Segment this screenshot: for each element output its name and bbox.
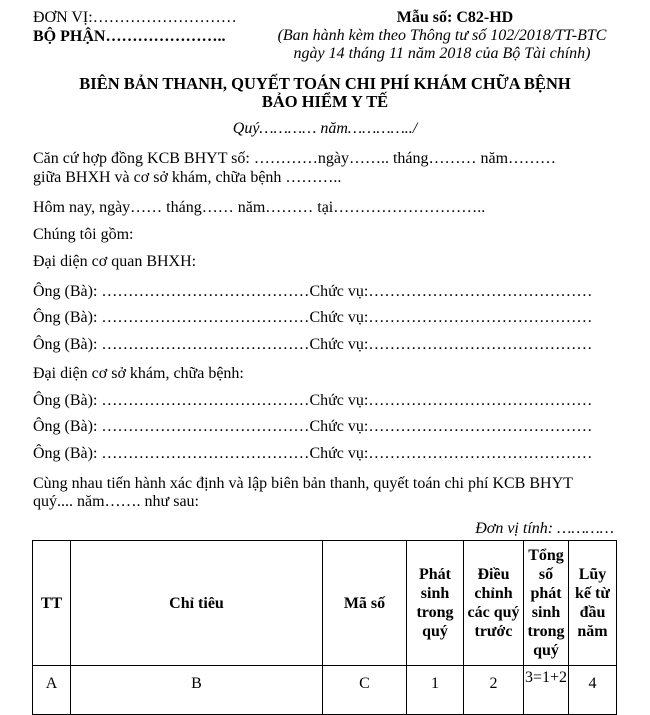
table-cell: 1	[407, 666, 464, 715]
table-cell: A	[33, 666, 71, 715]
contract-line-2: giữa BHXH và cơ sở khám, chữa bệnh ………..	[33, 169, 342, 186]
column-header-code: Mã số	[323, 541, 407, 666]
unit-label: ĐƠN VỊ:………………………	[33, 9, 237, 26]
table-cell: 2	[464, 666, 524, 715]
column-header-tt: TT	[33, 541, 71, 666]
document-title-line-2: BẢO HIỂM Y TẾ	[261, 92, 389, 111]
facility-rep-row	[33, 418, 592, 436]
column-header-indicator: Chỉ tiêu	[71, 541, 323, 666]
rep-name-field: Ông (Bà): …………………………………	[33, 392, 310, 409]
rep-name-field: Ông (Bà): …………………………………	[33, 418, 310, 435]
facility-rep-row	[33, 392, 592, 410]
rep-position-field: Chức vụ:……………………………………	[309, 309, 593, 326]
facility-rep-row	[33, 445, 592, 463]
today-line: Hôm nay, ngày…… tháng…… năm……… tại………………………..	[33, 199, 486, 216]
unit-of-measure: Đơn vị tính: …………	[475, 520, 614, 537]
column-header-prior-adjustment: Điều chỉnh các quý trước	[464, 541, 524, 666]
bhxh-rep-heading: Đại diện cơ quan BHXH:	[33, 253, 197, 270]
table-header-row	[33, 541, 617, 666]
bhxh-rep-row	[33, 309, 592, 327]
rep-position-field: Chức vụ:……………………………………	[309, 445, 593, 462]
facility-rep-heading: Đại diện cơ sở khám, chữa bệnh:	[33, 365, 244, 382]
table-cell: 3=1+2	[524, 666, 569, 715]
rep-name-field: Ông (Bà): …………………………………	[33, 445, 310, 462]
rep-name-field: Ông (Bà): …………………………………	[33, 283, 310, 300]
bhxh-rep-row	[33, 336, 592, 354]
report-period: Quý………… năm…………../	[232, 120, 418, 137]
issued-by-line-2: ngày 14 tháng 11 năm 2018 của Bộ Tài chính)	[293, 45, 591, 62]
table-cell: B	[71, 666, 323, 715]
rep-position-field: Chức vụ:……………………………………	[309, 336, 593, 353]
form-number: Mẫu số: C82-HD	[396, 9, 514, 26]
together-line-2: quý.... năm……. như sau:	[33, 493, 199, 510]
table-row	[33, 666, 617, 715]
column-header-year-to-date: Lũy kế từ đầu năm	[569, 541, 617, 666]
bhxh-rep-row	[33, 283, 592, 301]
document-title-line-1: BIÊN BẢN THANH, QUYẾT TOÁN CHI PHÍ KHÁM CHỮA BỆNH	[79, 74, 571, 93]
settlement-table	[32, 540, 617, 715]
rep-position-field: Chức vụ:……………………………………	[309, 392, 593, 409]
table-cell: C	[323, 666, 407, 715]
issued-by-line-1: (Ban hành kèm theo Thông tư số 102/2018/TT-BTC	[277, 27, 607, 44]
rep-name-field: Ông (Bà): …………………………………	[33, 309, 310, 326]
column-header-total-arising: Tổng số phát sinh trong quý	[524, 541, 569, 666]
rep-position-field: Chức vụ:……………………………………	[309, 283, 593, 300]
together-line-1: Cùng nhau tiến hành xác định và lập biên bản thanh, quyết toán chi phí KCB BHYT	[33, 475, 573, 492]
contract-line-1: Căn cứ hợp đồng KCB BHYT số: …………ngày…….. tháng……… năm………	[33, 150, 557, 167]
column-header-arising-in-quarter: Phát sinh trong quý	[407, 541, 464, 666]
we-include-label: Chúng tôi gồm:	[33, 226, 134, 243]
rep-name-field: Ông (Bà): …………………………………	[33, 336, 310, 353]
department-label: BỘ PHẬN…………………..	[33, 28, 226, 45]
rep-position-field: Chức vụ:……………………………………	[309, 418, 593, 435]
table-cell: 4	[569, 666, 617, 715]
